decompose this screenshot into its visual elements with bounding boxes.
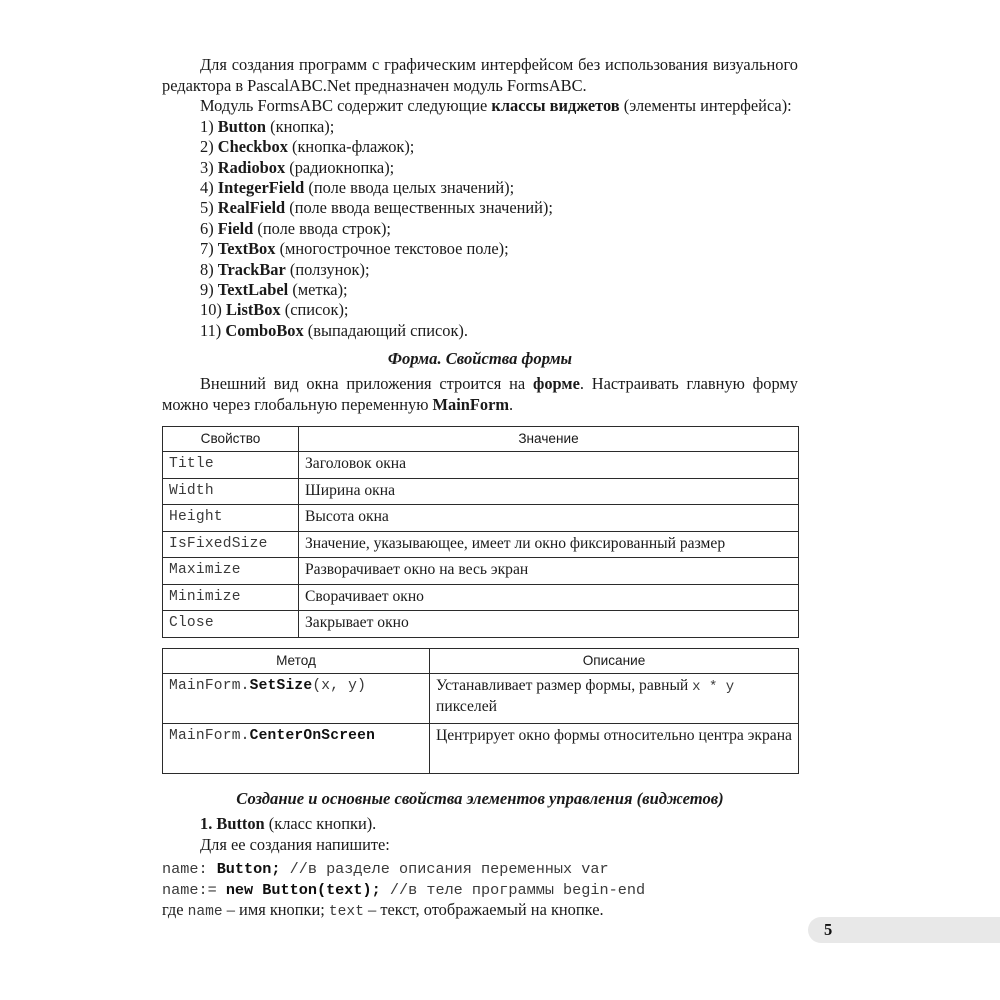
list-item (162, 178, 798, 198)
list-item-number: 10) (200, 300, 222, 320)
property-value: Заголовок окна (299, 452, 799, 479)
list-item (162, 158, 798, 178)
list-item-name: TrackBar (217, 259, 286, 279)
list-item (162, 137, 798, 157)
property-name: Title (163, 452, 299, 479)
list-item-number: 8) (200, 259, 214, 279)
form-paragraph (162, 374, 798, 415)
column-header-description: Описание (430, 648, 799, 673)
table-row (163, 558, 799, 585)
list-item (162, 239, 798, 259)
list-item-name: ListBox (225, 300, 281, 320)
tail-mid-1: – имя кнопки; (222, 900, 329, 920)
code-plain-b: //в разделе описания переменных var (280, 860, 609, 879)
method-signature (163, 723, 430, 773)
method-prefix: MainForm. (169, 677, 250, 694)
list-item (162, 300, 798, 320)
list-item-name: Checkbox (217, 137, 288, 157)
list-item-desc: (метка); (292, 280, 348, 300)
table-row (163, 584, 799, 611)
page-number-badge (808, 917, 1000, 943)
properties-table (162, 426, 799, 638)
methods-table (162, 648, 799, 774)
table-row (163, 478, 799, 505)
list-item-name: TextBox (217, 239, 276, 259)
table-header-row (163, 648, 799, 673)
code-plain-a: name: (162, 860, 217, 879)
code-line (162, 880, 798, 901)
table-row (163, 673, 799, 723)
table-header-row (163, 427, 799, 452)
code-block (162, 859, 798, 900)
column-header-method: Метод (163, 648, 430, 673)
property-value: Высота окна (299, 505, 799, 532)
property-value: Ширина окна (299, 478, 799, 505)
column-header-value: Значение (299, 427, 799, 452)
intro-paragraph-1: Для создания программ с графическим интерфейсом без использования визуального редактора в PascalABC.Net предназначен модуль FormsABC. (162, 55, 798, 95)
list-item-name: TextLabel (217, 280, 289, 300)
property-name: Width (163, 478, 299, 505)
form-para-bold-mainform: MainForm (432, 394, 510, 414)
list-item-number: 1) (200, 116, 214, 136)
list-item (162, 198, 798, 218)
list-item (162, 219, 798, 239)
method-name: SetSize (249, 677, 313, 694)
intro-paragraph-2 (162, 96, 798, 117)
property-name: Close (163, 611, 299, 638)
intro-p2-suffix: (элементы интерфейса): (619, 96, 792, 116)
list-item-number: 4) (200, 178, 214, 197)
property-name: Minimize (163, 584, 299, 611)
list-item-desc: (поле ввода вещественных значений); (289, 198, 553, 218)
table-row (163, 723, 799, 773)
list-item-number: 7) (200, 239, 214, 259)
list-item-number: 11) (200, 320, 222, 340)
property-value: Сворачивает окно (299, 584, 799, 611)
table-row (163, 531, 799, 558)
method-name: CenterOnScreen (249, 727, 376, 744)
list-item-desc: (многострочное текстовое поле); (279, 239, 509, 259)
table-row (163, 505, 799, 532)
list-item-number: 2) (200, 137, 214, 157)
method-args: (x, y) (312, 677, 367, 694)
button-item-number: 1. (200, 813, 217, 833)
method-desc-pre: Центрирует окно формы относительно центра экрана (436, 726, 792, 744)
list-item (162, 280, 798, 300)
button-item-desc: (класс кнопки). (264, 813, 377, 833)
list-item-desc: (радиокнопка); (289, 157, 395, 177)
tail-mid-2: – текст, отображаемый на кнопке. (363, 900, 604, 920)
method-desc-pre: Устанавливает размер формы, равный (436, 676, 693, 694)
property-name: Maximize (163, 558, 299, 585)
list-item-desc: (выпадающий список). (307, 320, 468, 340)
list-item (162, 117, 798, 137)
property-name: Height (163, 505, 299, 532)
code-bold: new Button(text); (225, 880, 381, 899)
column-header-property: Свойство (163, 427, 299, 452)
property-name: IsFixedSize (163, 531, 299, 558)
create-intro-line: Для ее создания напишите: (200, 834, 390, 854)
method-desc-post: пикселей (436, 698, 497, 716)
intro-p2-bold: классы виджетов (491, 96, 620, 116)
property-value: Закрывает окно (299, 611, 799, 638)
list-item-number: 6) (200, 218, 214, 238)
list-item-desc: (поле ввода строк); (257, 218, 391, 238)
list-item-desc: (кнопка); (270, 116, 335, 136)
code-plain-a: name:= (162, 880, 226, 899)
form-para-pre: Внешний вид окна приложения строится на (200, 374, 533, 394)
method-desc-code: x * y (692, 678, 735, 695)
table-row (163, 611, 799, 638)
tail-pre: где (162, 900, 188, 920)
list-item-name: Radiobox (217, 157, 286, 177)
tail-code-text: text (328, 904, 364, 921)
property-value: Значение, указывающее, имеет ли окно фиксированный размер (299, 531, 799, 558)
method-description (430, 723, 799, 773)
list-item-number: 3) (200, 157, 214, 177)
property-value: Разворачивает окно на весь экран (299, 558, 799, 585)
list-item-desc: (поле ввода целых значений); (308, 178, 515, 197)
list-item-desc: (ползунок); (289, 259, 370, 279)
list-item-name: Field (217, 218, 254, 238)
form-para-end: . (509, 394, 514, 414)
method-signature (163, 673, 430, 723)
list-item-name: RealField (217, 198, 286, 218)
list-item-name: IntegerField (217, 178, 305, 197)
method-description (430, 673, 799, 723)
section-heading-widgets: Создание и основные свойства элементов управления (виджетов) (236, 788, 724, 808)
list-item-desc: (список); (284, 300, 349, 320)
intro-p2-prefix: Модуль FormsABC содержит следующие (200, 96, 492, 116)
code-line (162, 859, 798, 880)
page-content (162, 55, 798, 923)
code-bold: Button; (216, 860, 281, 879)
button-item-name: Button (216, 813, 265, 833)
widget-class-list (162, 117, 798, 341)
list-item-name: ComboBox (225, 320, 304, 340)
list-item (162, 321, 798, 341)
button-item-line (162, 814, 798, 835)
list-item-number: 9) (200, 280, 214, 300)
table-row (163, 452, 799, 479)
form-para-mid: . Настраивать главную форму можно через глобальную переменную (162, 374, 798, 414)
code-plain-b: //в теле программы begin-end (380, 880, 646, 899)
form-para-bold-forme: форме (533, 374, 580, 394)
method-prefix: MainForm. (169, 727, 250, 744)
list-item-number: 5) (200, 198, 214, 218)
section-heading-form: Форма. Свойства формы (387, 349, 573, 369)
page-number: 5 (824, 920, 833, 939)
list-item-desc: (кнопка-флажок); (292, 137, 415, 157)
tail-code-name: name (187, 904, 223, 921)
list-item-name: Button (217, 116, 267, 136)
tail-explanation (162, 900, 798, 923)
list-item (162, 260, 798, 280)
